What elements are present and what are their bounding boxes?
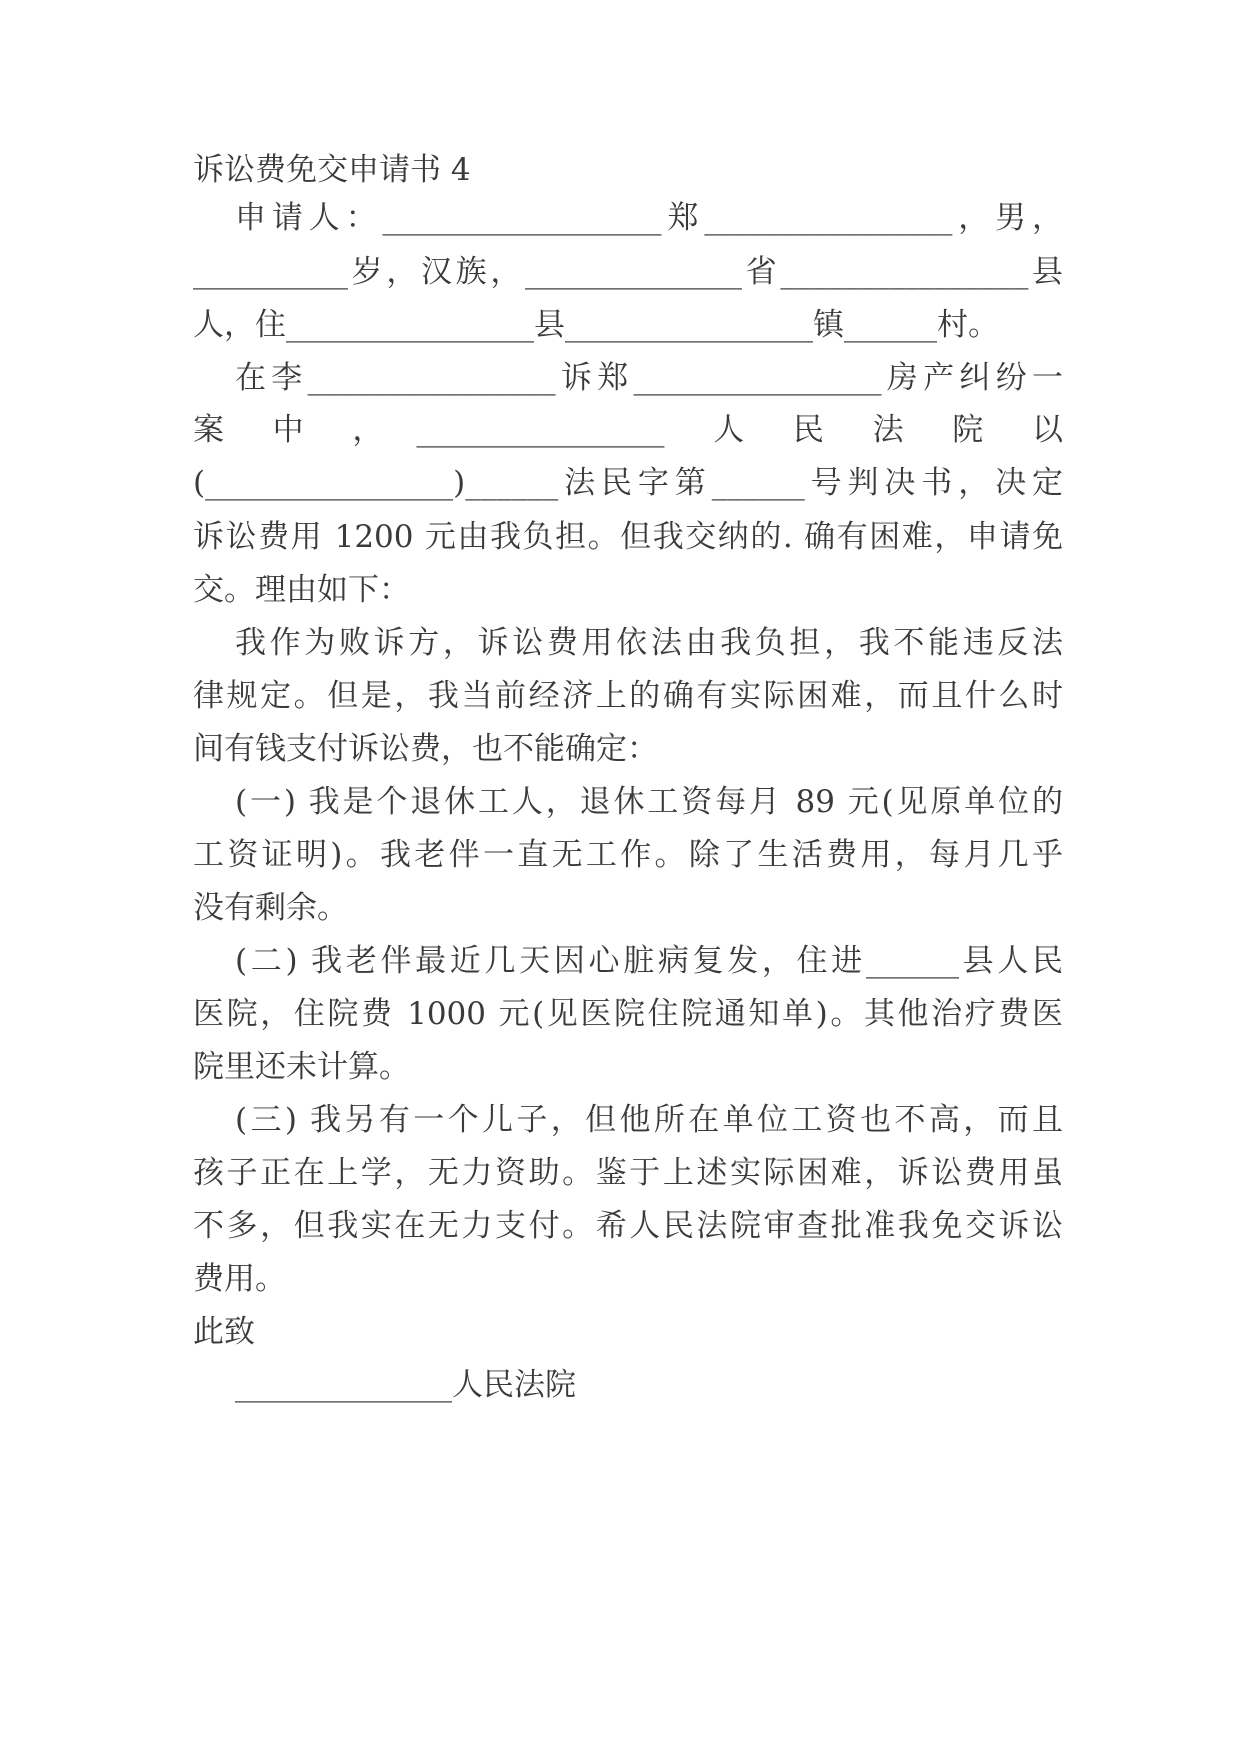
paragraph-line: 在李________________诉郑________________房产纠纷一: [235, 360, 1063, 396]
paragraph-line: 交。理由如下：: [193, 572, 410, 608]
paragraph-line: 人，住________________县________________镇______村。: [193, 307, 999, 343]
paragraph-line: 我作为败诉方，诉讼费用依法由我负担，我不能违反法: [235, 625, 1063, 661]
paragraph-line: (一) 我是个退休工人，退休工资每月 89 元(见原单位的: [235, 784, 1063, 820]
paragraph-line: 不多，但我实在无力支付。希人民法院审查批准我免交诉讼: [193, 1208, 1063, 1244]
paragraph-line: 医院，住院费 1000 元(见医院住院通知单)。其他治疗费医: [193, 996, 1063, 1032]
closing-text: 此致: [193, 1314, 255, 1350]
paragraph-line: 院里还未计算。: [193, 1049, 410, 1085]
paragraph-line: 律规定。但是，我当前经济上的确有实际困难，而且什么时: [193, 678, 1063, 714]
document-title: 诉讼费免交申请书 4: [193, 152, 471, 188]
paragraph-line: __________岁，汉族，______________省________________县: [193, 254, 1063, 290]
paragraph-line: 申请人：__________________郑________________，男，: [235, 200, 1063, 236]
recipient-court: ______________人民法院: [235, 1367, 576, 1403]
paragraph-line: 工资证明)。我老伴一直无工作。除了生活费用，每月几乎: [193, 837, 1063, 873]
paragraph-line: 间有钱支付诉讼费，也不能确定：: [193, 731, 658, 767]
paragraph-line: (二) 我老伴最近几天因心脏病复发，住进______县人民: [235, 943, 1063, 979]
paragraph-line: 没有剩余。: [193, 890, 348, 926]
paragraph-line: 诉讼费用 1200 元由我负担。但我交纳的. 确有困难，申请免: [193, 519, 1063, 555]
paragraph-line: (________________)______法民字第______号判决书，决定: [193, 465, 1063, 501]
paragraph-line: 案 中 ， ________________ 人 民 法 院 以: [193, 412, 1063, 448]
paragraph-line: (三) 我另有一个儿子，但他所在单位工资也不高，而且: [235, 1102, 1063, 1138]
paragraph-line: 费用。: [193, 1261, 286, 1297]
paragraph-line: 孩子正在上学，无力资助。鉴于上述实际困难，诉讼费用虽: [193, 1155, 1063, 1191]
